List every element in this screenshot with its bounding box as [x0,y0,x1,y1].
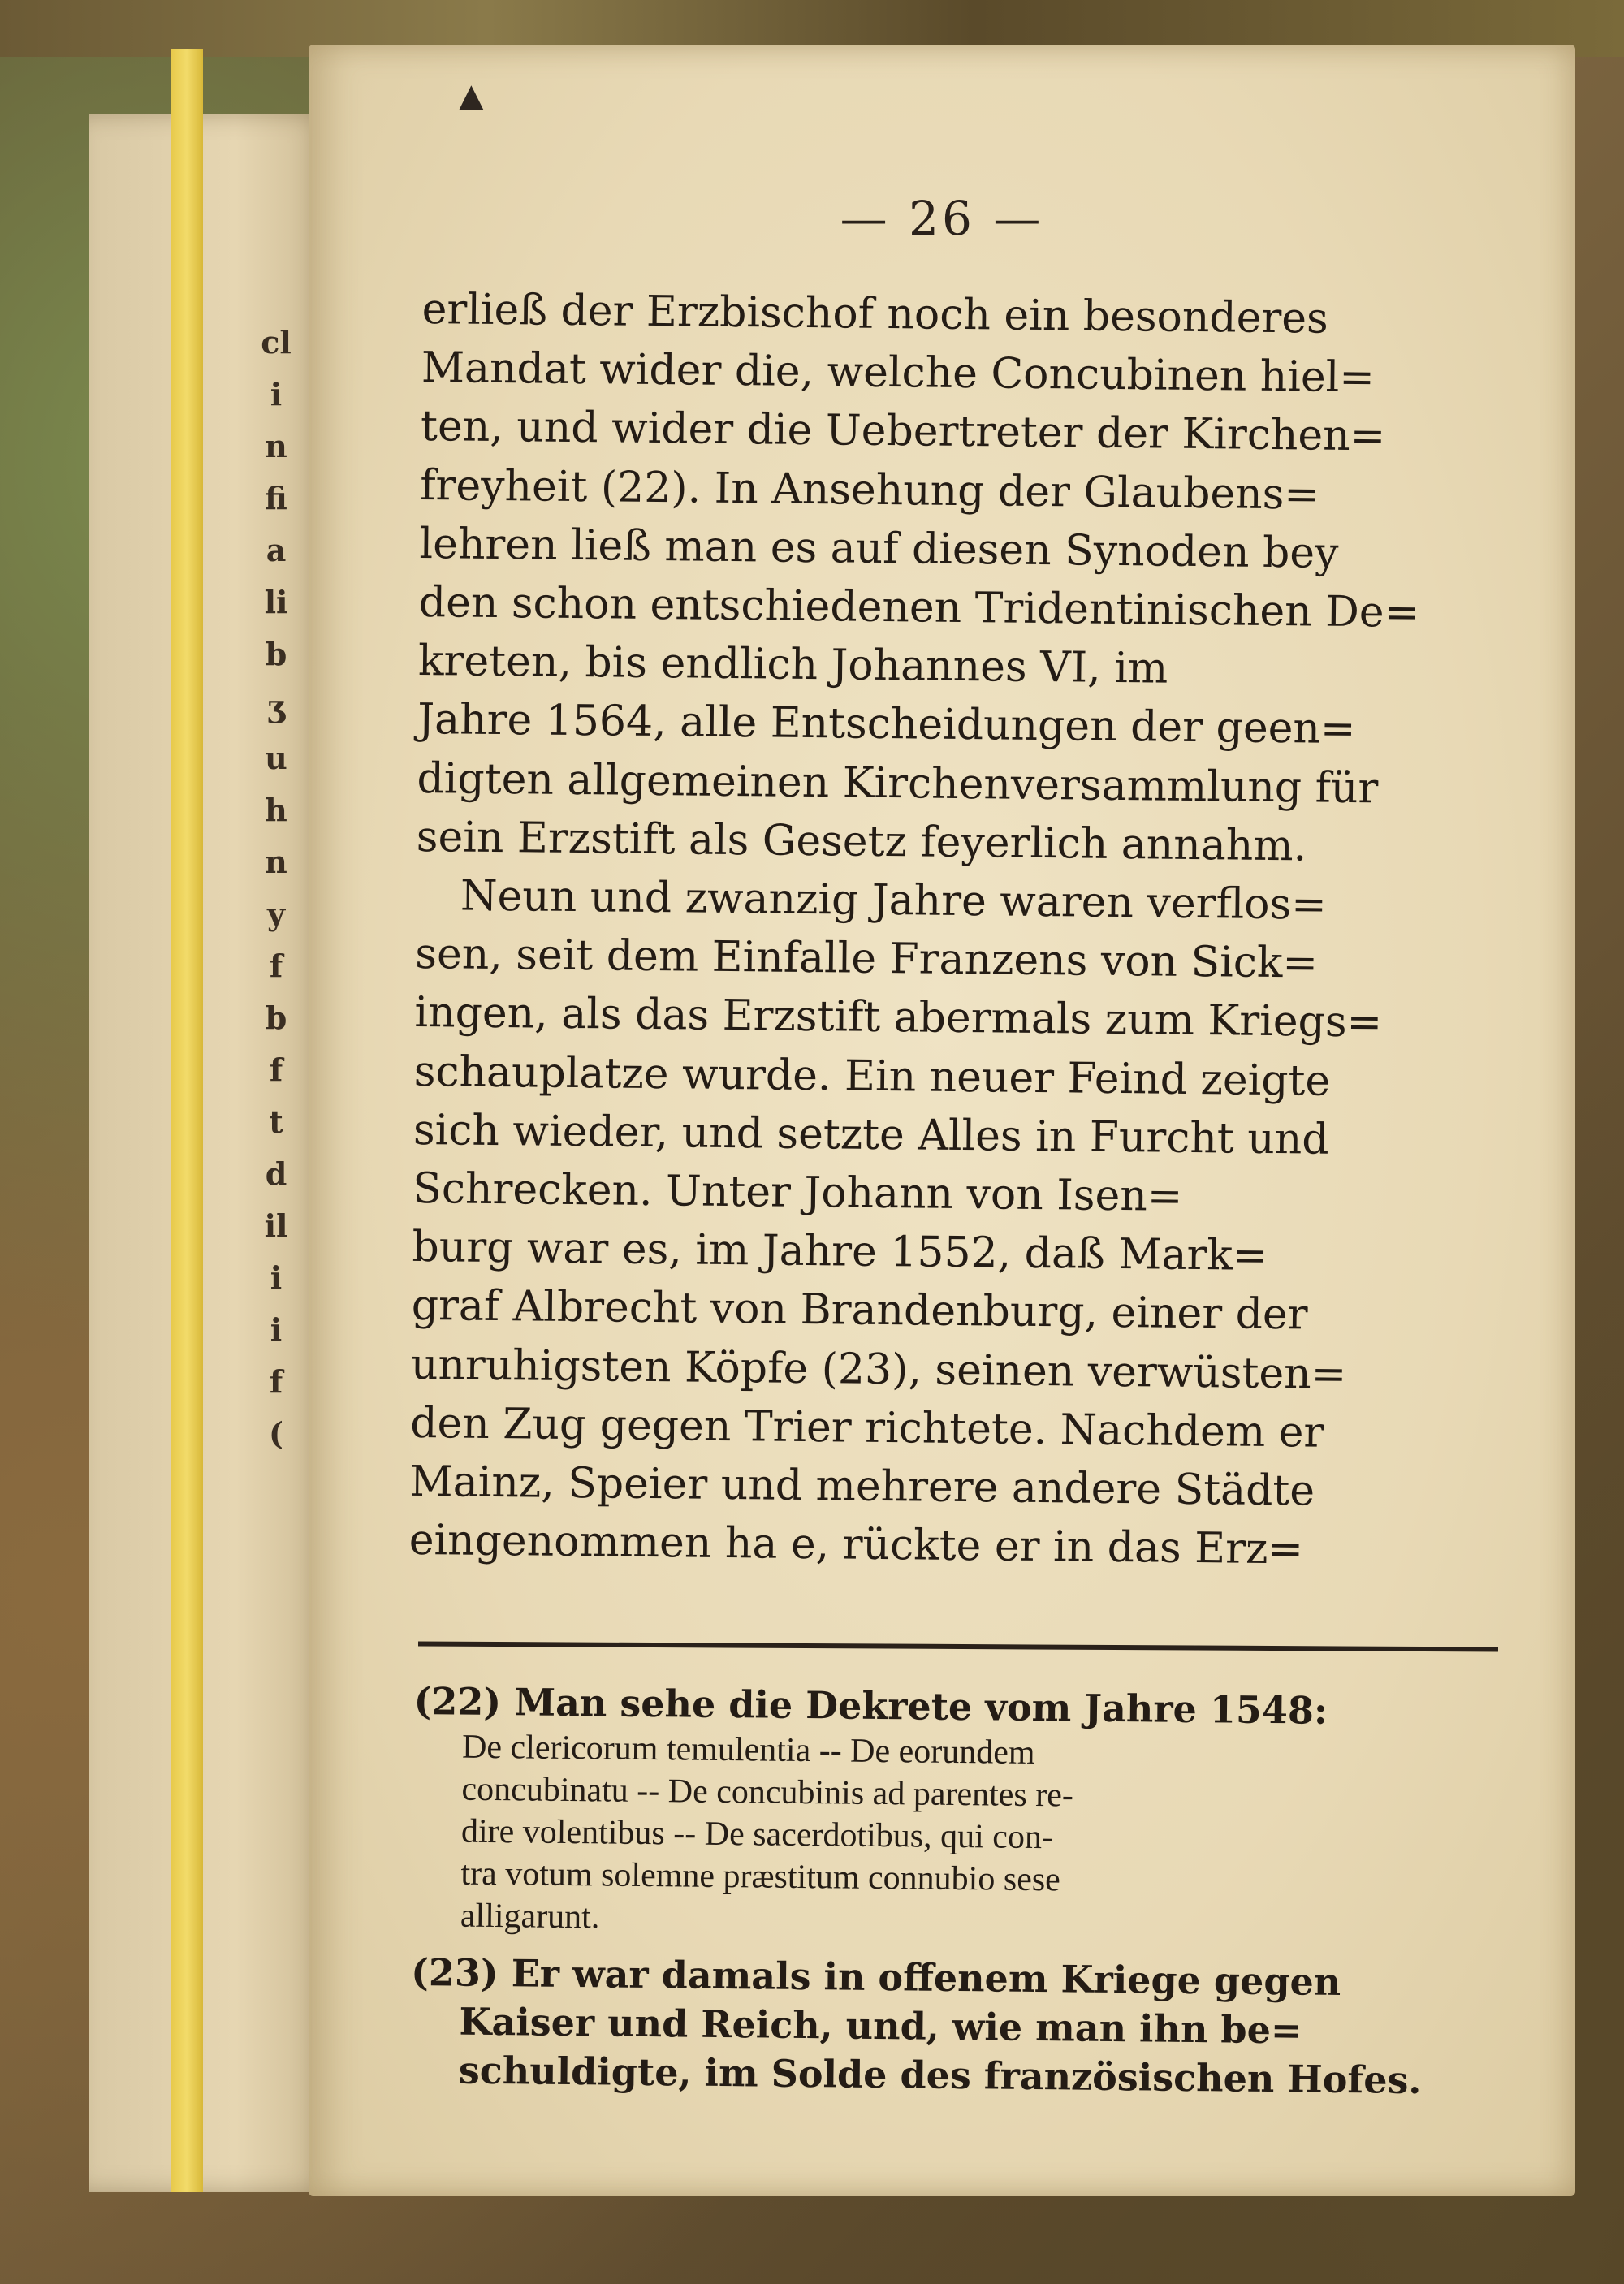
text-line: kreten, bis endlich Johannes VI, im [417,637,1168,693]
text-line: den Zug gegen Trier richtete. Nachdem er [409,1398,1324,1457]
left-glyph: il [264,1207,288,1244]
text-line: lehren ließ man es auf diesen Synoden bey [419,519,1339,578]
text-line-paragraph-start: Neun und zwanzig Jahre waren verflos= [460,871,1328,930]
printer-mark: ▲ [459,77,484,114]
text-line: schauplatze wurde. Ein neuer Feind zeigte [413,1047,1331,1106]
left-glyph: n [265,844,287,880]
page-number: — 26 — [840,191,1044,246]
text-line: eingenommen ha e, rückte er in das Erz= [408,1516,1304,1574]
left-glyph: h [265,792,287,828]
footnotes [410,1677,1518,2105]
footnote-22-heading: (22) Man sehe die Dekrete vom Jahre 1548: [413,1679,1328,1733]
left-glyph: n [265,428,287,464]
text-line: Mandat wider die, welche Concubinen hiel= [421,343,1376,403]
text-line: ingen, als das Erzstift abermals zum Kriegs= [414,988,1383,1047]
left-glyph: i [270,1311,283,1348]
left-glyph: b [265,636,287,672]
text-line: graf Albrecht von Brandenburg, einer der [411,1281,1308,1340]
footnote-23-line: Kaiser und Reich, und, wie man ihn be= [459,1999,1302,2053]
left-glyph: y [266,896,286,932]
left-glyph: cl [261,324,292,361]
left-glyph: f [269,1051,283,1088]
text-line: den schon entschiedenen Tridentinischen De= [418,577,1420,637]
footnote-22 [412,1677,1518,1948]
left-glyph: f [269,1363,283,1400]
text-line: freyheit (22). In Ansehung der Glaubens= [420,460,1320,520]
left-glyph: li [264,584,288,620]
footnote-22-latin-line: dire volentibus -- De sacerdotibus, qui con- [460,1812,1054,1857]
left-glyph: ( [269,1415,283,1452]
left-glyph: i [270,1259,283,1296]
left-glyph: a [266,532,287,568]
text-line: Jahre 1564, alle Entscheidungen der geen= [417,695,1356,754]
left-glyph: d [265,1155,287,1192]
text-line: burg war es, im Jahre 1552, daß Mark= [412,1223,1268,1281]
body-text [408,280,1527,1582]
book-page [309,45,1575,2196]
left-glyph: t [269,1103,283,1140]
footnote-23-line: schuldigte, im Solde des französischen Hofes. [458,2048,1422,2103]
left-page-text-fragments [244,317,309,1460]
footnote-22-latin-line: concubinatu -- De concubinis ad parentes re- [461,1770,1074,1815]
text-line: unruhigsten Köpfe (23), seinen verwüsten= [410,1340,1347,1399]
left-glyph: f [269,948,283,984]
left-glyph: ʒ [267,688,285,724]
left-glyph: i [270,376,283,412]
footnote-22-latin-line: alligarunt. [460,1897,600,1936]
text-line: Schrecken. Unter Johann von Isen= [412,1164,1183,1221]
gilt-page-edge [171,49,203,2192]
footnote-23-heading: (23) Er war damals in offenem Kriege gegen [410,1949,1341,2004]
footnote-22-latin-line: tra votum solemne præstitum connubio sese [460,1854,1061,1899]
text-line: sein Erzstift als Gesetz feyerlich annahm. [416,812,1307,871]
left-glyph: b [265,1000,287,1036]
text-line: sich wieder, und setzte Alles in Furcht und [412,1105,1329,1164]
left-glyph: fi [265,480,287,516]
left-glyph: u [265,740,287,776]
footnote-22-latin-line: De clericorum temulentia -- De eorundem [461,1728,1035,1772]
text-line: sen, seit dem Einfalle Franzens von Sick= [414,930,1319,988]
text-line: ten, und wider die Uebertreter der Kirchen= [420,402,1386,461]
text-line: digten allgemeinen Kirchenversammlung für [417,753,1379,813]
footnote-divider [418,1642,1498,1652]
text-line: Mainz, Speier und mehrere andere Städte [409,1457,1315,1516]
text-line: erließ der Erzbischof noch ein besonderes [421,284,1329,343]
footnote-23 [410,1948,1516,2105]
